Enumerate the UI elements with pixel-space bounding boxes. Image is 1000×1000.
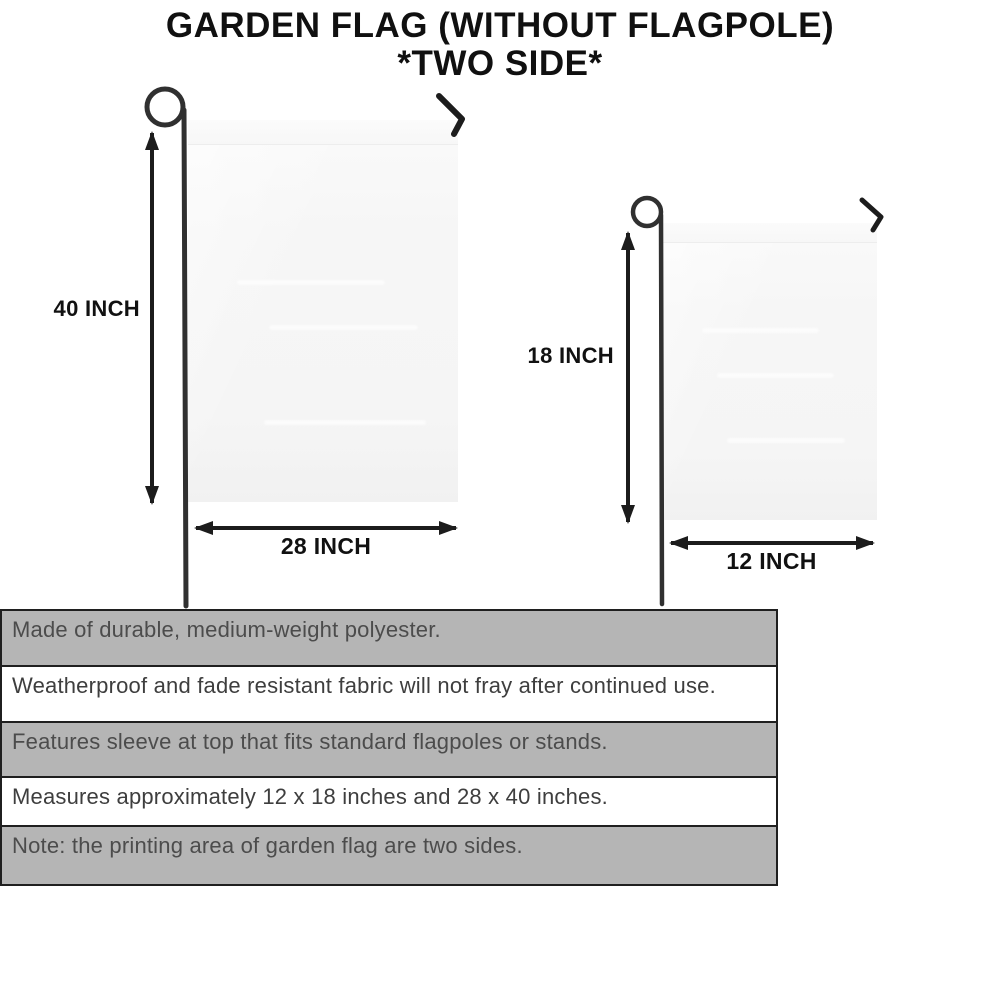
feature-row-text: Measures approximately 12 x 18 inches and 28 x 40 inches. xyxy=(12,784,608,809)
fabric-crease xyxy=(702,328,820,333)
features-table xyxy=(0,609,778,886)
feature-row-text: Made of durable, medium-weight polyester. xyxy=(12,617,441,642)
page-title-line2: *TWO SIDE* xyxy=(397,44,603,83)
feature-row xyxy=(2,667,776,723)
small-flagpole-loop-icon xyxy=(633,198,661,226)
large-flag xyxy=(188,120,458,502)
small-flag-width-label: 12 INCH xyxy=(726,548,817,574)
page-title-line1: GARDEN FLAG (WITHOUT FLAGPOLE) xyxy=(165,6,835,45)
feature-row-text: Weatherproof and fade resistant fabric will not fray after continued use. xyxy=(12,673,716,698)
feature-row xyxy=(2,723,776,778)
large-flagpole-loop-icon xyxy=(147,89,183,125)
fabric-crease xyxy=(269,325,418,330)
page-title xyxy=(0,6,1000,84)
large-flag-sleeve xyxy=(188,120,458,145)
large-flag-width-label: 28 INCH xyxy=(280,533,372,559)
feature-row xyxy=(2,778,776,827)
small-flag xyxy=(663,223,877,520)
feature-row xyxy=(2,611,776,667)
fabric-crease xyxy=(717,373,835,378)
small-flag-sleeve xyxy=(663,223,877,243)
fabric-crease xyxy=(727,438,845,443)
fabric-crease xyxy=(237,280,386,285)
small-flagpole xyxy=(661,215,662,604)
small-flag-height-label: 18 INCH xyxy=(527,343,614,368)
large-flag-height-label: 40 INCH xyxy=(53,296,140,321)
feature-row-text: Features sleeve at top that fits standard flagpoles or stands. xyxy=(12,729,608,754)
large-flagpole xyxy=(184,110,186,606)
feature-row xyxy=(2,827,776,884)
feature-row-text: Note: the printing area of garden flag are two sides. xyxy=(12,833,523,858)
fabric-crease xyxy=(264,420,426,425)
